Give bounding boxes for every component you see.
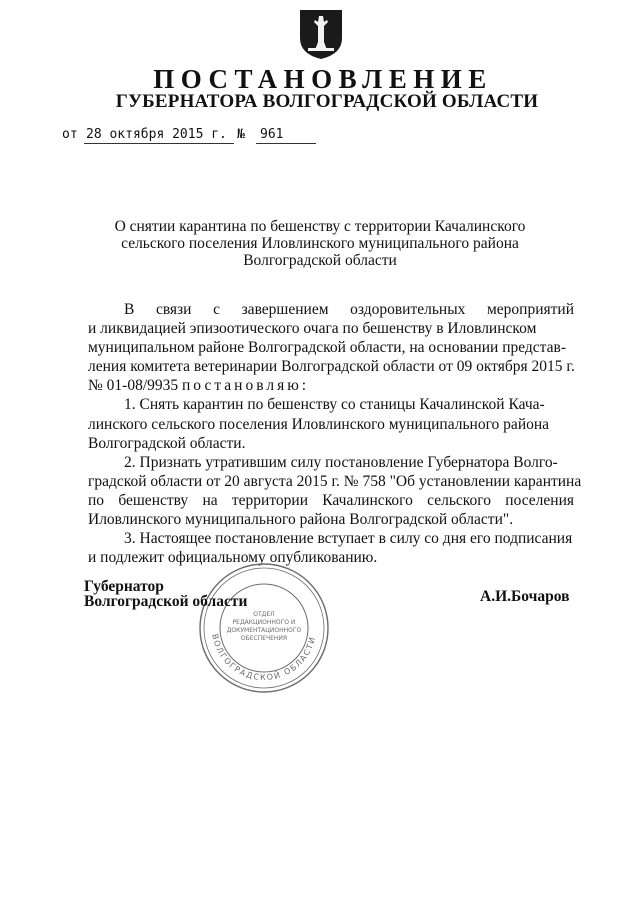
subject-line: сельского поселения Иловлинского муниципального района bbox=[121, 235, 519, 252]
decree-word: постановляю: bbox=[182, 377, 310, 395]
signature-position bbox=[84, 579, 247, 609]
subject-line: Волгоградской области bbox=[243, 252, 397, 269]
document-body bbox=[88, 300, 582, 567]
coat-of-arms-icon bbox=[296, 8, 346, 60]
document-subject bbox=[0, 218, 640, 269]
date-underline bbox=[84, 143, 234, 144]
item-line: Иловлинского муниципального района Волгоградской области". bbox=[88, 511, 514, 529]
paragraph-line: В связи с завершением оздоровительных мероприятий bbox=[124, 301, 574, 318]
document-title: ПОСТАНОВЛЕНИЕ bbox=[153, 64, 493, 94]
paragraph-line: и ликвидацией эпизоотического очага по бешенству в Иловлинском bbox=[88, 320, 537, 338]
svg-text:ДОКУМЕНТАЦИОННОГО: ДОКУМЕНТАЦИОННОГО bbox=[226, 627, 302, 634]
signer-name: А.И.Бочаров bbox=[480, 588, 570, 605]
number-underline bbox=[256, 143, 316, 144]
item-line: 1. Снять карантин по бешенству со станицы Качалинской Кача- bbox=[124, 396, 545, 414]
document-issuer: ГУБЕРНАТОРА ВОЛГОГРАДСКОЙ ОБЛАСТИ bbox=[115, 91, 539, 112]
paragraph-line: ления комитета ветеринарии Волгоградской области от 09 октября 2015 г. bbox=[88, 358, 575, 376]
signature-position-line: Волгоградской области bbox=[84, 593, 248, 610]
date-from-label: от bbox=[62, 127, 78, 142]
document-number: 961 bbox=[260, 127, 284, 142]
svg-text:ОТДЕЛ: ОТДЕЛ bbox=[253, 611, 275, 618]
number-label: № bbox=[237, 127, 245, 142]
date-number-line bbox=[62, 124, 332, 146]
signature-position-line: Губернатор bbox=[84, 578, 164, 595]
registration-number: № 01-08/9935 bbox=[88, 377, 179, 395]
item-line: по бешенству на территории Качалинского сельского поселения bbox=[88, 491, 575, 509]
subject-line: О снятии карантина по бешенству с территории Качалинского bbox=[114, 218, 526, 235]
svg-text:ВОЛГОГРАДСКОЙ ОБЛАСТИ: ВОЛГОГРАДСКОЙ ОБЛАСТИ bbox=[210, 633, 318, 683]
item-line: 3. Настоящее постановление вступает в силу со дня его подписания bbox=[124, 530, 573, 548]
item-line: Волгоградской области. bbox=[88, 434, 246, 452]
item-line: линского сельского поселения Иловлинского муниципального района bbox=[88, 415, 550, 433]
item-line: градской области от 20 августа 2015 г. № 758 "Об установлении карантина bbox=[88, 472, 582, 490]
paragraph-line bbox=[88, 376, 574, 395]
paragraph-line: муниципальном районе Волгоградской области, на основании представ- bbox=[88, 339, 567, 357]
item-line: 2. Признать утратившим силу постановление Губернатора Волго- bbox=[124, 453, 558, 471]
svg-text:ОБЕСПЕЧЕНИЯ: ОБЕСПЕЧЕНИЯ bbox=[240, 635, 288, 642]
document-date: 28 октября 2015 г. bbox=[86, 127, 227, 142]
item-line: и подлежит официальному опубликованию. bbox=[88, 549, 378, 567]
svg-text:РЕДАКЦИОННОГО И: РЕДАКЦИОННОГО И bbox=[232, 619, 296, 626]
